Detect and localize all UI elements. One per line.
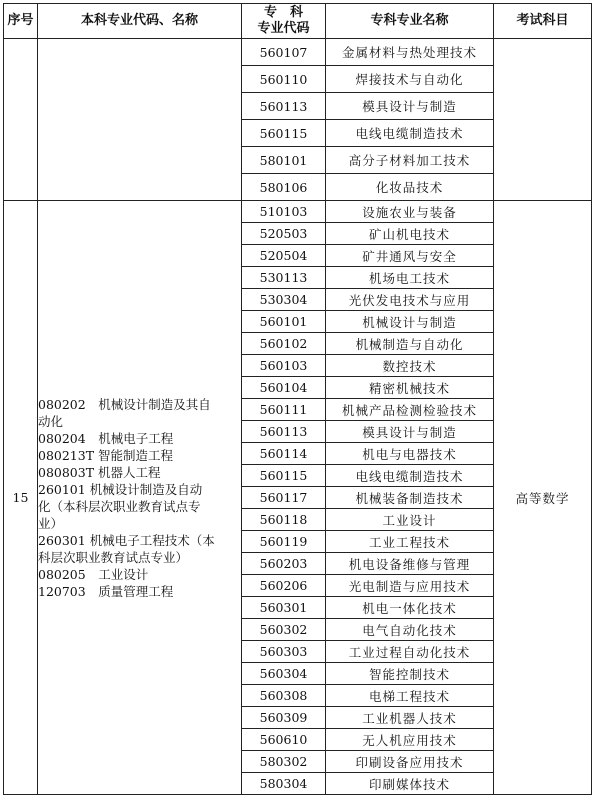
major-code-cell: 560301 (242, 597, 326, 619)
major-code-cell: 560308 (242, 685, 326, 707)
major-name-cell: 机械装备制造技术 (326, 487, 494, 509)
major-code-cell: 560302 (242, 619, 326, 641)
major-name-cell: 矿井通风与安全 (326, 245, 494, 267)
major-name-cell: 智能控制技术 (326, 663, 494, 685)
major-code-cell: 560119 (242, 531, 326, 553)
major-code-cell: 560303 (242, 641, 326, 663)
seq-cell: 15 (4, 201, 38, 795)
undergrad-major-line: 化（本科层次职业教育试点专 (38, 498, 201, 514)
major-code-cell: 560117 (242, 487, 326, 509)
undergrad-majors-cell (38, 201, 242, 795)
major-code-cell: 560203 (242, 553, 326, 575)
majors-table (3, 3, 592, 795)
undergrad-major-line: 120703 质量管理工程 (38, 583, 174, 599)
undergrad-major-line: 080213T 智能制造工程 (38, 447, 174, 463)
major-code-cell: 560111 (242, 399, 326, 421)
header-major-name: 专科专业名称 (326, 4, 494, 39)
major-code-cell: 560110 (242, 66, 326, 93)
major-name-cell: 机场电工技术 (326, 267, 494, 289)
group1-exam-cell (494, 39, 592, 201)
major-name-cell: 精密机械技术 (326, 377, 494, 399)
major-code-cell: 560304 (242, 663, 326, 685)
undergrad-major-line: 080202 机械设计制造及其自 (38, 396, 211, 412)
header-code-line1: 专 科 (263, 5, 303, 20)
undergrad-major-line: 260301 机械电子工程技术（本 (38, 532, 215, 548)
major-code-cell: 560107 (242, 39, 326, 66)
undergrad-major-line: 科层次职业教育试点专业） (38, 549, 189, 565)
table-body (4, 39, 592, 795)
major-code-cell: 510103 (242, 201, 326, 223)
major-code-cell: 560206 (242, 575, 326, 597)
major-name-cell: 机电设备维修与管理 (326, 553, 494, 575)
header-undergrad-major: 本科专业代码、名称 (38, 4, 242, 39)
major-code-cell: 560101 (242, 311, 326, 333)
major-name-cell: 金属材料与热处理技术 (326, 39, 494, 66)
major-name-cell: 电线电缆制造技术 (326, 120, 494, 147)
major-code-cell: 520503 (242, 223, 326, 245)
major-code-cell: 560610 (242, 729, 326, 751)
major-code-cell: 560118 (242, 509, 326, 531)
major-name-cell: 化妆品技术 (326, 174, 494, 201)
major-name-cell: 机械设计与制造 (326, 311, 494, 333)
major-code-cell: 560104 (242, 377, 326, 399)
major-code-cell: 560103 (242, 355, 326, 377)
major-code-cell: 580304 (242, 773, 326, 795)
undergrad-major-line: 业） (38, 515, 64, 531)
major-name-cell: 印刷媒体技术 (326, 773, 494, 795)
exam-subject-cell: 高等数学 (494, 201, 592, 795)
undergrad-major-line: 260101 机械设计制造及自动 (38, 481, 203, 497)
major-name-cell: 机电一体化技术 (326, 597, 494, 619)
major-name-cell: 模具设计与制造 (326, 93, 494, 120)
major-code-cell: 560309 (242, 707, 326, 729)
header-code (242, 4, 326, 39)
undergrad-major-line: 080204 机械电子工程 (38, 430, 174, 446)
major-name-cell: 工业机器人技术 (326, 707, 494, 729)
major-name-cell: 电气自动化技术 (326, 619, 494, 641)
major-code-cell: 560113 (242, 421, 326, 443)
major-name-cell: 设施农业与装备 (326, 201, 494, 223)
table-row (4, 39, 592, 66)
major-name-cell: 工业设计 (326, 509, 494, 531)
major-name-cell: 电梯工程技术 (326, 685, 494, 707)
major-code-cell: 580101 (242, 147, 326, 174)
major-name-cell: 工业工程技术 (326, 531, 494, 553)
major-name-cell: 模具设计与制造 (326, 421, 494, 443)
major-name-cell: 机械制造与自动化 (326, 333, 494, 355)
major-name-cell: 高分子材料加工技术 (326, 147, 494, 174)
major-name-cell: 矿山机电技术 (326, 223, 494, 245)
major-name-cell: 印刷设备应用技术 (326, 751, 494, 773)
major-name-cell: 电线电缆制造技术 (326, 465, 494, 487)
major-name-cell: 机电与电器技术 (326, 443, 494, 465)
major-code-cell: 580302 (242, 751, 326, 773)
major-code-cell: 560113 (242, 93, 326, 120)
major-name-cell: 工业过程自动化技术 (326, 641, 494, 663)
table-row (4, 201, 592, 223)
major-code-cell: 560102 (242, 333, 326, 355)
major-name-cell: 焊接技术与自动化 (326, 66, 494, 93)
undergrad-major-line: 动化 (38, 413, 64, 429)
major-name-cell: 光电制造与应用技术 (326, 575, 494, 597)
header-code-line2: 专业代码 (257, 21, 310, 36)
header-exam-subject: 考试科目 (494, 4, 592, 39)
major-code-cell: 530113 (242, 267, 326, 289)
major-code-cell: 520504 (242, 245, 326, 267)
major-name-cell: 机械产品检测检验技术 (326, 399, 494, 421)
major-name-cell: 光伏发电技术与应用 (326, 289, 494, 311)
undergrad-major-line: 080803T 机器人工程 (38, 464, 161, 480)
major-name-cell: 无人机应用技术 (326, 729, 494, 751)
major-code-cell: 580106 (242, 174, 326, 201)
header-row (4, 4, 592, 39)
major-code-cell: 560115 (242, 120, 326, 147)
major-name-cell: 数控技术 (326, 355, 494, 377)
group1-undergrad-cell (38, 39, 242, 201)
major-code-cell: 560115 (242, 465, 326, 487)
group1-seq-cell (4, 39, 38, 201)
undergrad-major-line: 080205 工业设计 (38, 566, 149, 582)
header-seq: 序号 (4, 4, 38, 39)
major-code-cell: 560114 (242, 443, 326, 465)
major-code-cell: 530304 (242, 289, 326, 311)
